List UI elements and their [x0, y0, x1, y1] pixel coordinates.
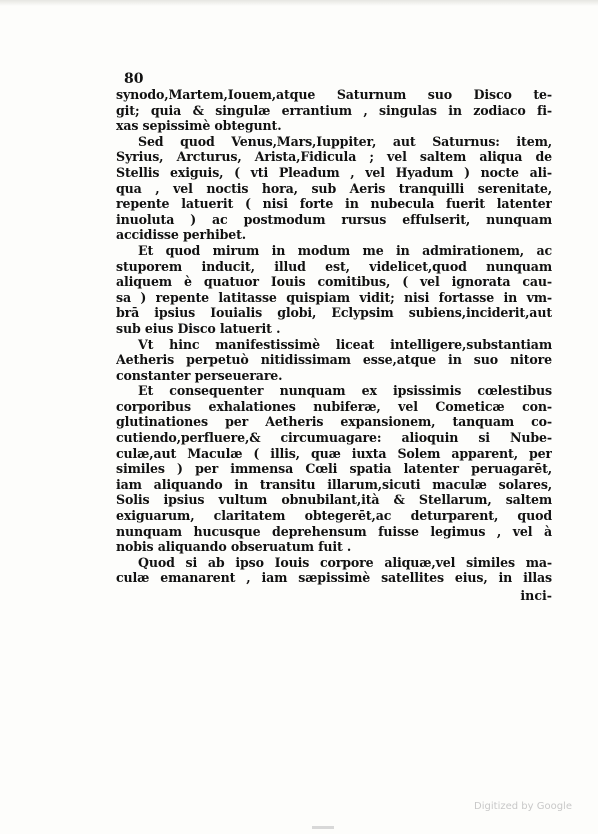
- text-line: Aetheris perpetuò nitidissimam esse,atque in suo nitore: [116, 352, 552, 368]
- text-line: sub eius Disco latuerit .: [116, 320, 281, 336]
- page-number: 80: [124, 71, 144, 87]
- text-line: synodo,Martem,Iouem,atque Saturnum suo Disco te-: [116, 87, 552, 102]
- text-line: stuporem inducit, illud est, videlicet,quod nunquam: [116, 258, 552, 274]
- text-line: nobis aliquando obseruatum fuit .: [116, 539, 352, 555]
- text-line: Sed quod Venus,Mars,Iuppiter, aut Saturnus: item,: [138, 133, 552, 149]
- text-line: sa ) repente latitasse quispiam vidit; nisi fortasse in vm-: [116, 289, 552, 305]
- text-line: cutiendo,perfluere,& circumuagare: alioquin si Nube-: [116, 430, 552, 446]
- text-line: Et consequenter nunquam ex ipsissimis cœlestibus: [138, 383, 552, 399]
- text-line: culæ,aut Maculæ ( illis, quæ iuxta Solem apparent, per: [116, 445, 552, 461]
- text-line: constanter perseuerare.: [116, 367, 283, 383]
- catchword: inci-: [520, 588, 552, 603]
- text-line: xas sepissimè obtegunt.: [116, 118, 282, 134]
- text-line: qua , vel noctis hora, sub Aeris tranquilli serenitate,: [116, 180, 552, 196]
- paragraph-lines: [116, 87, 552, 586]
- text-line: Quod si ab ipso Iouis corpore aliquæ,vel similes ma-: [138, 554, 552, 570]
- text-line: glutinationes per Aetheris expansionem, tanquam co-: [116, 414, 552, 430]
- bottom-smudge: [312, 826, 334, 829]
- watermark: Digitized by Google: [474, 801, 572, 812]
- text-line: similes ) per immensa Cœli spatia latenter peruagarēt,: [116, 461, 552, 477]
- text-line: brā ipsius Iouialis globi, Eclypsim subiens,inciderit,aut: [116, 305, 552, 321]
- text-line: Stellis exiguis, ( vti Pleadum , vel Hyadum ) nocte ali-: [116, 164, 552, 180]
- text-line: nunquam hucusque deprehensum fuisse legimus , vel à: [116, 523, 552, 539]
- page-edge: [0, 0, 598, 6]
- text-line: Vt hinc manifestissimè liceat intelligere,substantiam: [138, 336, 552, 352]
- text-line: Syrius, Arcturus, Arista,Fidicula ; vel saltem aliqua de: [116, 149, 552, 165]
- text-line: inuoluta ) ac postmodum rursus effulserit, nunquam: [116, 211, 552, 227]
- text-line: corporibus exhalationes nubiferæ, vel Cometicæ con-: [116, 398, 552, 414]
- text-line: git; quia & singulæ errantium , singulas in zodiaco fi-: [116, 102, 552, 118]
- text-line: repente latuerit ( nisi forte in nubecula fuerit latenter: [116, 196, 552, 212]
- text-line: culæ emanarent , iam sæpissimè satellites eius, in illas: [116, 570, 552, 586]
- text-line: Et quod mirum in modum me in admirationem, ac: [138, 242, 552, 258]
- text-block: [116, 71, 552, 604]
- text-line: aliquem è quatuor Iouis comitibus, ( vel ignorata cau-: [116, 274, 552, 290]
- text-line: Solis ipsius vultum obnubilant,ità & Stellarum, saltem: [116, 492, 552, 508]
- text-line: accidisse perhibet.: [116, 227, 247, 243]
- text-line: iam aliquando in transitu illarum,sicuti maculæ solares,: [116, 476, 552, 492]
- text-line: exiguarum, claritatem obtegerēt,ac deturparent, quod: [116, 508, 552, 524]
